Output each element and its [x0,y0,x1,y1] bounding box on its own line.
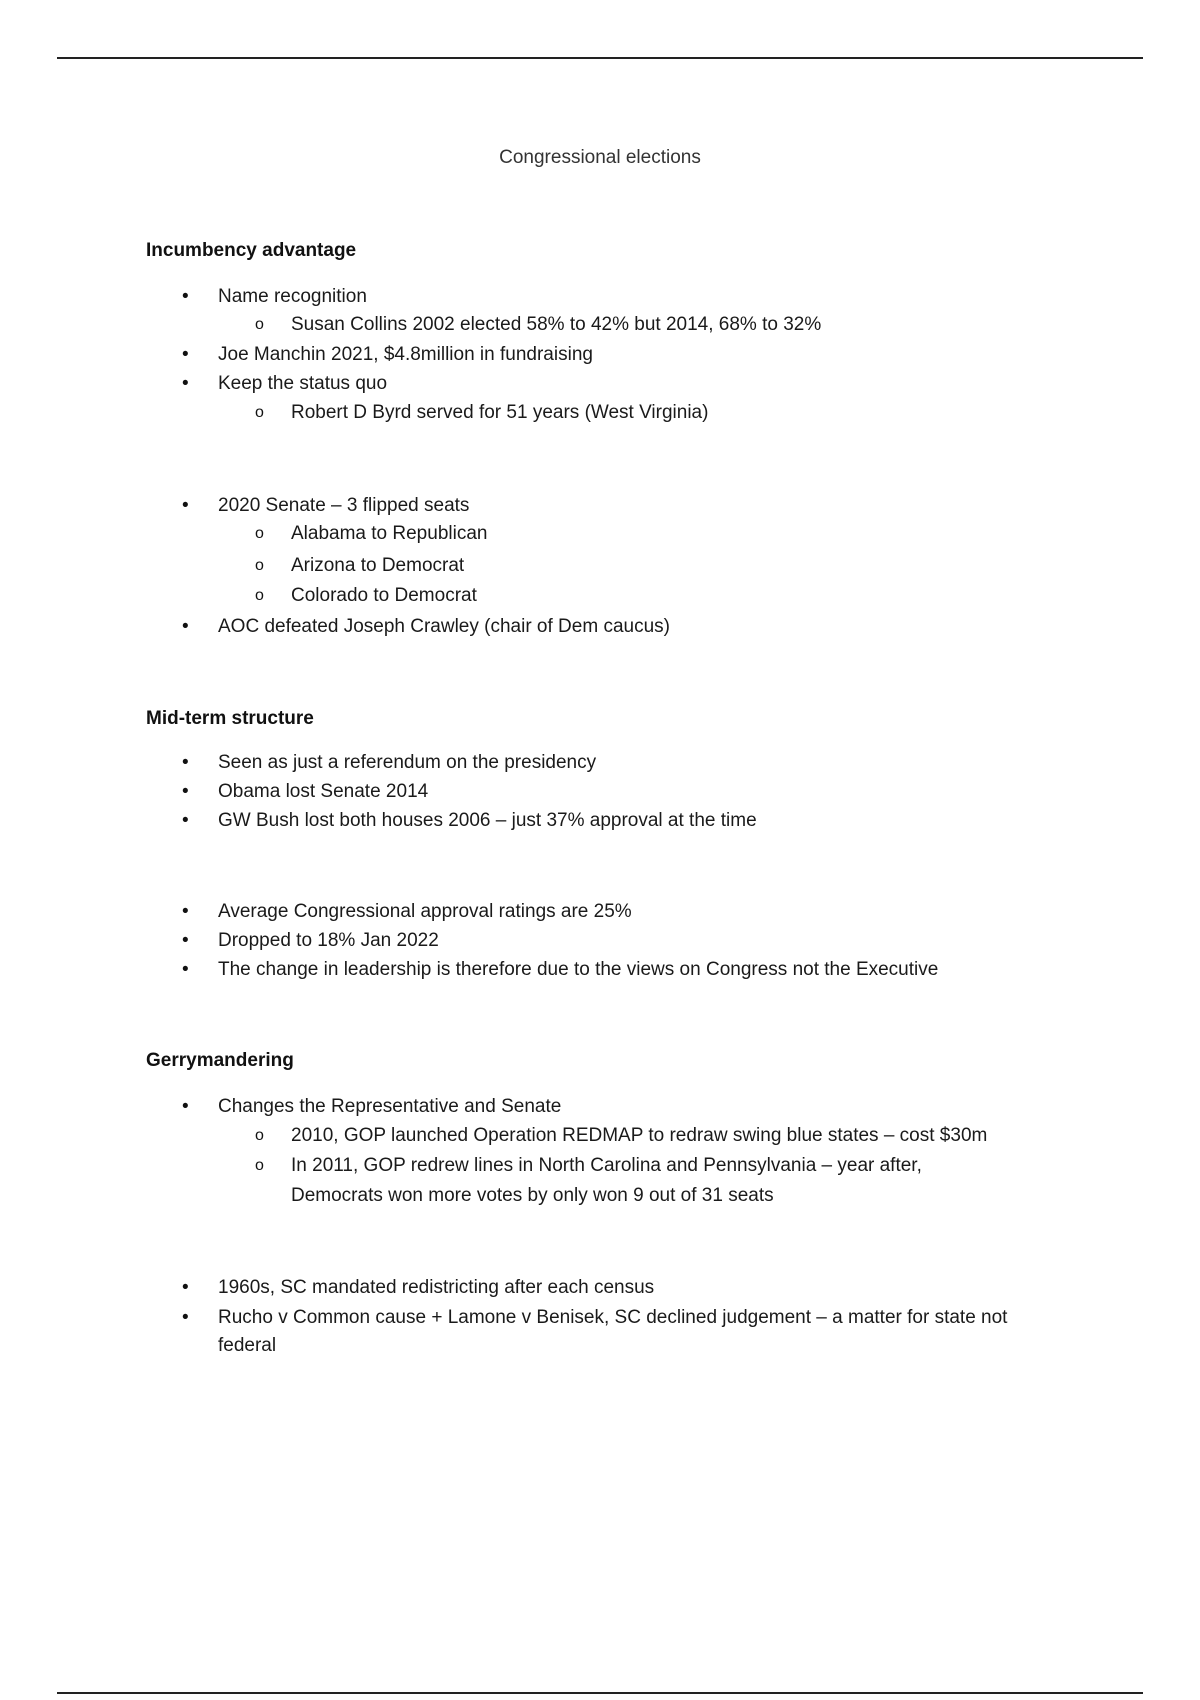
bullet-marker: • [182,344,189,365]
list-item: GW Bush lost both houses 2006 – just 37% approval at the time [218,810,757,831]
list-item: The change in leadership is therefore due to the views on Congress not the Executive [218,959,939,980]
list-item: Average Congressional approval ratings are 25% [218,901,632,922]
bullet-marker: • [182,286,189,307]
bullet-marker: • [182,810,189,831]
list-item: 2010, GOP launched Operation REDMAP to redraw swing blue states – cost $30m [291,1125,988,1146]
list-item: Changes the Representative and Senate [218,1096,562,1117]
list-item: Name recognition [218,286,367,307]
top-rule [57,57,1143,59]
sub-bullet-marker: o [255,1157,264,1174]
heading-mid-term-structure: Mid-term structure [146,708,314,729]
list-item: Robert D Byrd served for 51 years (West Virginia) [291,402,709,423]
bullet-marker: • [182,1307,189,1328]
list-item: Rucho v Common cause + Lamone v Benisek, SC declined judgement – a matter for state not [218,1307,1008,1328]
sub-bullet-marker: o [255,587,264,604]
sub-bullet-marker: o [255,1127,264,1144]
bullet-marker: • [182,1096,189,1117]
list-item: 2020 Senate – 3 flipped seats [218,495,470,516]
sub-bullet-marker: o [255,404,264,421]
list-item: Alabama to Republican [291,523,488,544]
bullet-marker: • [182,901,189,922]
list-item: Dropped to 18% Jan 2022 [218,930,439,951]
bullet-marker: • [182,752,189,773]
list-item: 1960s, SC mandated redistricting after each census [218,1277,655,1298]
sub-bullet-marker: o [255,557,264,574]
sub-bullet-marker: o [255,316,264,333]
list-item: AOC defeated Joseph Crawley (chair of Dem caucus) [218,616,670,637]
list-item-continuation: Democrats won more votes by only won 9 out of 31 seats [291,1185,774,1206]
bottom-rule [57,1692,1143,1694]
bullet-marker: • [182,495,189,516]
list-item-continuation: federal [218,1335,277,1356]
list-item: Susan Collins 2002 elected 58% to 42% but 2014, 68% to 32% [291,314,822,335]
page-title: Congressional elections [499,147,701,168]
list-item: Colorado to Democrat [291,585,477,606]
bullet-marker: • [182,781,189,802]
list-item: Keep the status quo [218,373,388,394]
bullet-marker: • [182,959,189,980]
list-item: In 2011, GOP redrew lines in North Carolina and Pennsylvania – year after, [291,1155,922,1176]
list-item: Joe Manchin 2021, $4.8million in fundraising [218,344,593,365]
bullet-marker: • [182,1277,189,1298]
heading-incumbency-advantage: Incumbency advantage [146,240,357,261]
bullet-marker: • [182,373,189,394]
list-item: Arizona to Democrat [291,555,465,576]
heading-gerrymandering: Gerrymandering [146,1050,294,1071]
bullet-marker: • [182,616,189,637]
sub-bullet-marker: o [255,525,264,542]
list-item: Obama lost Senate 2014 [218,781,429,802]
bullet-marker: • [182,930,189,951]
list-item: Seen as just a referendum on the presidency [218,752,597,773]
